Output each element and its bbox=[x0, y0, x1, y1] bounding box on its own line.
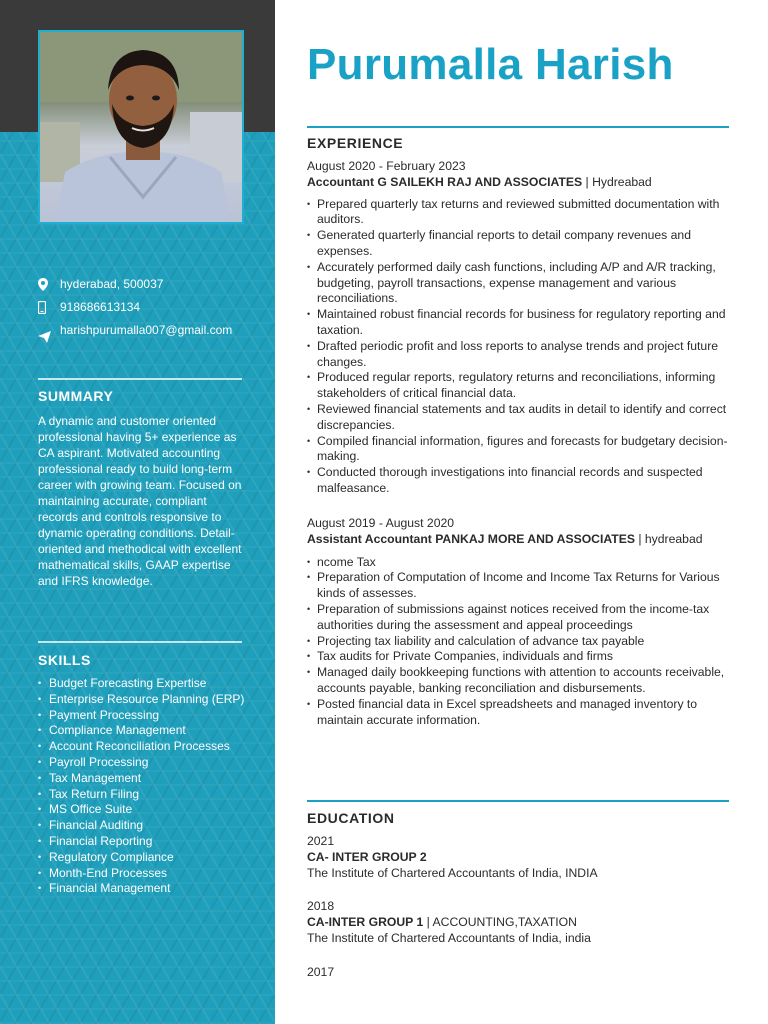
skills-heading: SKILLS bbox=[38, 652, 91, 668]
summary-heading: SUMMARY bbox=[38, 388, 114, 404]
job-location: | hydreabad bbox=[634, 531, 703, 546]
location-text: hyderabad, 500037 bbox=[60, 277, 164, 291]
list-item: • Managed daily bookkeeping functions with attention to accounts receivable, accounts payable, banking reconciliation and disbursements. bbox=[307, 665, 729, 697]
section-divider bbox=[307, 126, 729, 128]
send-icon bbox=[38, 322, 60, 343]
list-item: • Payment Processing bbox=[38, 708, 248, 724]
list-item: • Compliance Management bbox=[38, 723, 248, 739]
list-item: • Conducted thorough investigations into financial records and suspected malfeasance. bbox=[307, 465, 729, 497]
list-item: • Financial Auditing bbox=[38, 818, 248, 834]
list-item: • Projecting tax liability and calculation of advance tax payable bbox=[307, 634, 729, 650]
list-item: • Preparation of submissions against notices received from the income-tax authorities during the assessment and appeal proceedings bbox=[307, 602, 729, 634]
job-dates: August 2019 - August 2020 bbox=[307, 516, 455, 530]
list-item: • Account Reconciliation Processes bbox=[38, 739, 248, 755]
contact-phone bbox=[38, 299, 258, 315]
education-detail: | ACCOUNTING,TAXATION bbox=[423, 914, 577, 929]
education-entry bbox=[307, 965, 729, 981]
job-bullets bbox=[307, 197, 729, 497]
profile-photo-art bbox=[40, 32, 244, 224]
job-title: Accountant G SAILEKH RAJ AND ASSOCIATES bbox=[307, 174, 583, 189]
job-dates: August 2020 - February 2023 bbox=[307, 159, 466, 173]
skills-list bbox=[38, 676, 248, 897]
contact-email[interactable] bbox=[38, 322, 258, 343]
education-heading: EDUCATION bbox=[307, 810, 395, 826]
sidebar-divider bbox=[38, 378, 242, 380]
list-item: • Reviewed financial statements and tax audits in detail to identify and correct discrepancies. bbox=[307, 402, 729, 434]
education-entry bbox=[307, 834, 729, 881]
list-item: • Accurately performed daily cash functions, including A/P and A/R tracking, budgeting, payroll transactions, expense management and various reconciliations. bbox=[307, 260, 729, 307]
list-item: • Drafted periodic profit and loss reports to analyse trends and project future changes. bbox=[307, 339, 729, 371]
education-year: 2017 bbox=[307, 965, 335, 979]
education-entry bbox=[307, 899, 729, 946]
job-entry bbox=[307, 516, 729, 728]
email-text[interactable]: harishpurumalla007@gmail.com bbox=[60, 323, 233, 337]
list-item: • Maintained robust financial records for business for regulatory reporting and taxation. bbox=[307, 307, 729, 339]
list-item: • Tax Return Filing bbox=[38, 787, 248, 803]
education-title: CA- INTER GROUP 2 bbox=[307, 849, 427, 864]
list-item: • Enterprise Resource Planning (ERP) bbox=[38, 692, 248, 708]
list-item: • Produced regular reports, regulatory returns and reconciliations, informing stakeholders of critical financial data. bbox=[307, 370, 729, 402]
education-school: The Institute of Chartered Accountants of India, INDIA bbox=[307, 865, 598, 880]
education-year: 2018 bbox=[307, 899, 335, 913]
job-title: Assistant Accountant PANKAJ MORE AND ASSOCIATES bbox=[307, 531, 635, 546]
list-item: • Posted financial data in Excel spreadsheets and managed inventory to maintain accurate information. bbox=[307, 697, 729, 729]
list-item: • Budget Forecasting Expertise bbox=[38, 676, 248, 692]
location-pin-icon bbox=[38, 276, 60, 292]
education-title: CA-INTER GROUP 1 bbox=[307, 914, 424, 929]
list-item: • Payroll Processing bbox=[38, 755, 248, 771]
list-item: • Tax Management bbox=[38, 771, 248, 787]
education-school: The Institute of Chartered Accountants of India, india bbox=[307, 930, 591, 945]
job-entry bbox=[307, 159, 729, 497]
list-item: • MS Office Suite bbox=[38, 802, 248, 818]
list-item: • Tax audits for Private Companies, individuals and firms bbox=[307, 649, 729, 665]
contact-location bbox=[38, 276, 258, 292]
sidebar-divider bbox=[38, 641, 242, 643]
profile-photo bbox=[38, 30, 244, 224]
phone-text: 918686613134 bbox=[60, 300, 141, 314]
list-item: • Financial Management bbox=[38, 881, 248, 897]
list-item: • Generated quarterly financial reports to detail company revenues and expenses. bbox=[307, 228, 729, 260]
phone-icon bbox=[38, 299, 60, 315]
list-item: • Month-End Processes bbox=[38, 866, 248, 882]
candidate-name: Purumalla Harish bbox=[307, 40, 674, 89]
experience-heading: EXPERIENCE bbox=[307, 135, 404, 151]
list-item: • Financial Reporting bbox=[38, 834, 248, 850]
list-item: • Compiled financial information, figures and forecasts for budgetary decision-making. bbox=[307, 434, 729, 466]
job-bullets bbox=[307, 555, 729, 729]
education-year: 2021 bbox=[307, 834, 335, 848]
list-item: • Prepared quarterly tax returns and reviewed submitted documentation with auditors. bbox=[307, 197, 729, 229]
job-location: | Hydreabad bbox=[582, 174, 652, 189]
summary-text: A dynamic and customer oriented professional having 5+ experience as CA aspirant. Motivated accounting professional ready to build long-term career with growing team. Focused on maintaining accurate, compliant records and controls responsive to dynamic operating conditions. Detail-oriented and methodical with excellent mathematical skills, GAAP expertise and IFRS knowledge. bbox=[38, 414, 242, 588]
sidebar bbox=[0, 0, 275, 1024]
section-divider bbox=[307, 800, 729, 802]
list-item: • ncome Tax bbox=[307, 555, 729, 571]
list-item: • Preparation of Computation of Income and Income Tax Returns for Various kinds of assesses. bbox=[307, 570, 729, 602]
list-item: • Regulatory Compliance bbox=[38, 850, 248, 866]
